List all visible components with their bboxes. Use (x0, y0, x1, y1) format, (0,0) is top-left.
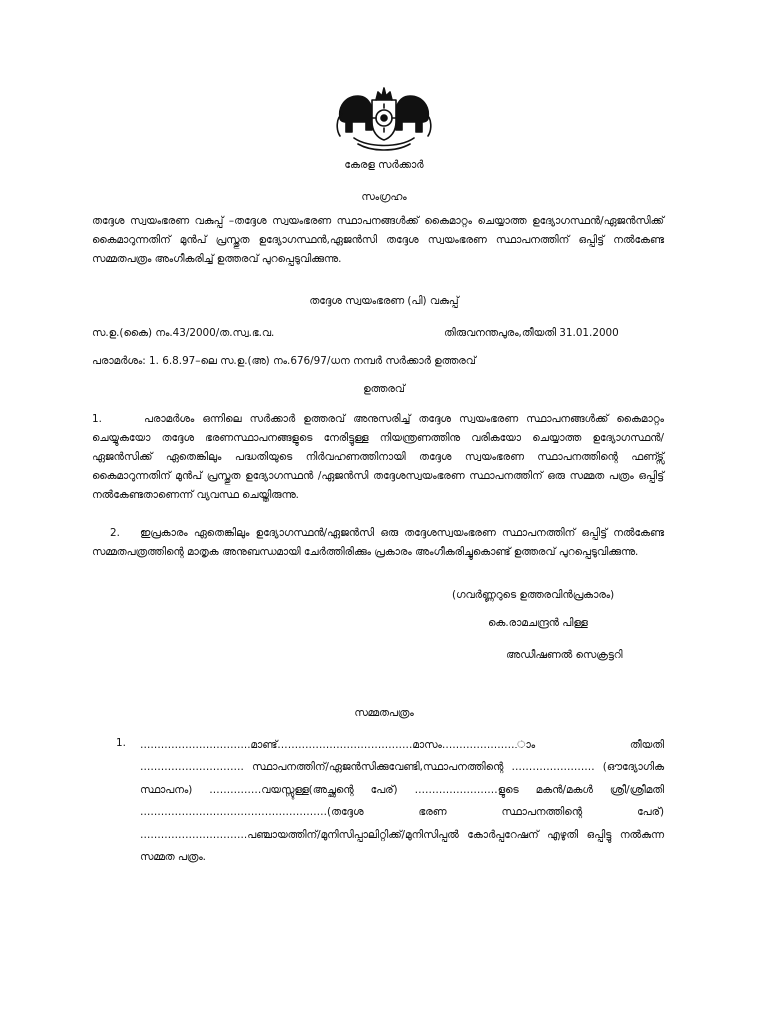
summary-heading: സംഗ്രഹം (361, 191, 407, 203)
reference-line: പരാമർശം: 1. 6.8.97–ലെ സ.ഉ.(അ) നം.676/97/ധന നമ്പർ സർക്കാർ ഉത്തരവ് (92, 355, 476, 367)
summary-text: തദ്ദേശ സ്വയംഭരണ വകുപ്പ് –തദ്ദേശ സ്വയംഭരണ സ്ഥാപനങ്ങൾക്ക് കൈമാറ്റം ചെയ്യാത്ത ഉദ്യോഗസ്ഥൻ/ഏജൻസിക്ക് കൈമാറുന്നതിന് മുൻപ് പ്രസ്തുത ഉദ്യോഗസ്ഥൻ,ഏജൻസി തദ്ദേശ സ്വയംഭരണ സ്ഥാപനത്തിന് ഒപ്പിട്ട് നൽകേണ്ട സമ്മതപത്രം അംഗീകരിച്ച് ഉത്തരവ് പുറപ്പെടുവിക്കുന്നു. (92, 215, 664, 265)
signatory-designation: അഡീഷണൽ സെക്രട്ടറി (506, 649, 623, 661)
paragraph-1-number: 1. (92, 413, 102, 425)
government-name: കേരള സർക്കാർ (344, 159, 424, 171)
signatory-name: കെ.രാമചന്ദ്രൻ പിള്ള (488, 617, 588, 629)
consent-form-number: 1. (116, 737, 126, 749)
order-heading: ഉത്തരവ് (363, 383, 405, 395)
department-name: തദ്ദേശ സ്വയംഭരണ (പി) വകുപ്പ് (309, 295, 459, 307)
kerala-state-emblem-icon (332, 78, 436, 154)
order-number: സ.ഉ.(കൈ) നം.43/2000/ത.സ്വ.ഭ.വ. (92, 327, 275, 339)
consent-form-text: …………………………..മാണ്ട്…………………………………മാസം………………….ാം തീയതി ………………………… സ്ഥാപനത്തിന്/ഏജൻസിക്കുവേണ്ടി,സ്ഥാപനത്തിന്റെ …………………… (ഔദ്യോഗിക സ്ഥാപനം) ……………വയസ്സുള്ള(അച്ഛന്റെ പേര്) ……………………ളുടെ മകൻ/മകൾ ശ്രീ/ശ്രീമതി ………………………………………………(തദ്ദേശ ഭരണ സ്ഥാപനത്തിന്റെ പേര്) ………………………….പഞ്ചായത്തിന്/മുനിസിപ്പാലിറ്റിക്ക്/മുനിസിപ്പൽ കോർപ്പറേഷന് എഴുതി ഒപ്പിട്ടു നൽകുന്ന സമ്മത പത്രം. (140, 739, 664, 864)
paragraph-1 (92, 410, 664, 505)
paragraph-1-text: പരാമർശം ഒന്നിലെ സർക്കാർ ഉത്തരവ് അനുസരിച്ച് തദ്ദേശ സ്വയംഭരണ സ്ഥാപനങ്ങൾക്ക് കൈമാറ്റം ചെയ്യുകയോ തദ്ദേശ ഭരണസ്ഥാപനങ്ങളുടെ നേരിട്ടുള്ള നിയന്ത്രണത്തിനു വരികയോ ചെയ്യാത്ത ഉദ്യോഗസ്ഥൻ/ഏജൻസിക്ക് ഏതെങ്കിലും പദ്ധതിയുടെ നിർവഹണത്തിനായി തദ്ദേശ സ്വയംഭരണ സ്ഥാപനത്തിന്റെ ഫണ്ട്സ് കൈമാറുന്നതിന് മുൻപ് പ്രസ്തുത ഉദ്യോഗസ്ഥൻ /ഏജൻസി തദ്ദേശസ്വയംഭരണ സ്ഥാപനത്തിന് ഒരു സമ്മത പത്രം ഒപ്പിട്ട് നൽകേണ്ടതാണെന്ന് വ്യവസ്ഥ ചെയ്തിരുന്നു. (92, 413, 664, 501)
consent-heading: സമ്മതപത്രം (354, 707, 414, 719)
place-date: തിരുവനന്തപുരം,തീയതി 31.01.2000 (444, 327, 619, 339)
paragraph-2-text: ഇപ്രകാരം ഏതെങ്കിലും ഉദ്യോഗസ്ഥൻ/ഏജൻസി ഒരു തദ്ദേശസ്വയംഭരണ സ്ഥാപനത്തിന് ഒപ്പിട്ട് നൽകേണ്ട സമ്മതപത്രത്തിന്റെ മാതൃക അനുബന്ധമായി ചേർത്തിരിക്കും പ്രകാരം അംഗീകരിച്ചുകൊണ്ട് ഉത്തരവ് പുറപ്പെടുവിക്കുന്നു. (92, 527, 664, 558)
by-order-of-governor: (ഗവർണ്ണറുടെ ഉത്തരവിൻപ്രകാരം) (452, 589, 615, 601)
paragraph-2 (92, 524, 664, 562)
paragraph-2-number: 2. (110, 527, 120, 539)
